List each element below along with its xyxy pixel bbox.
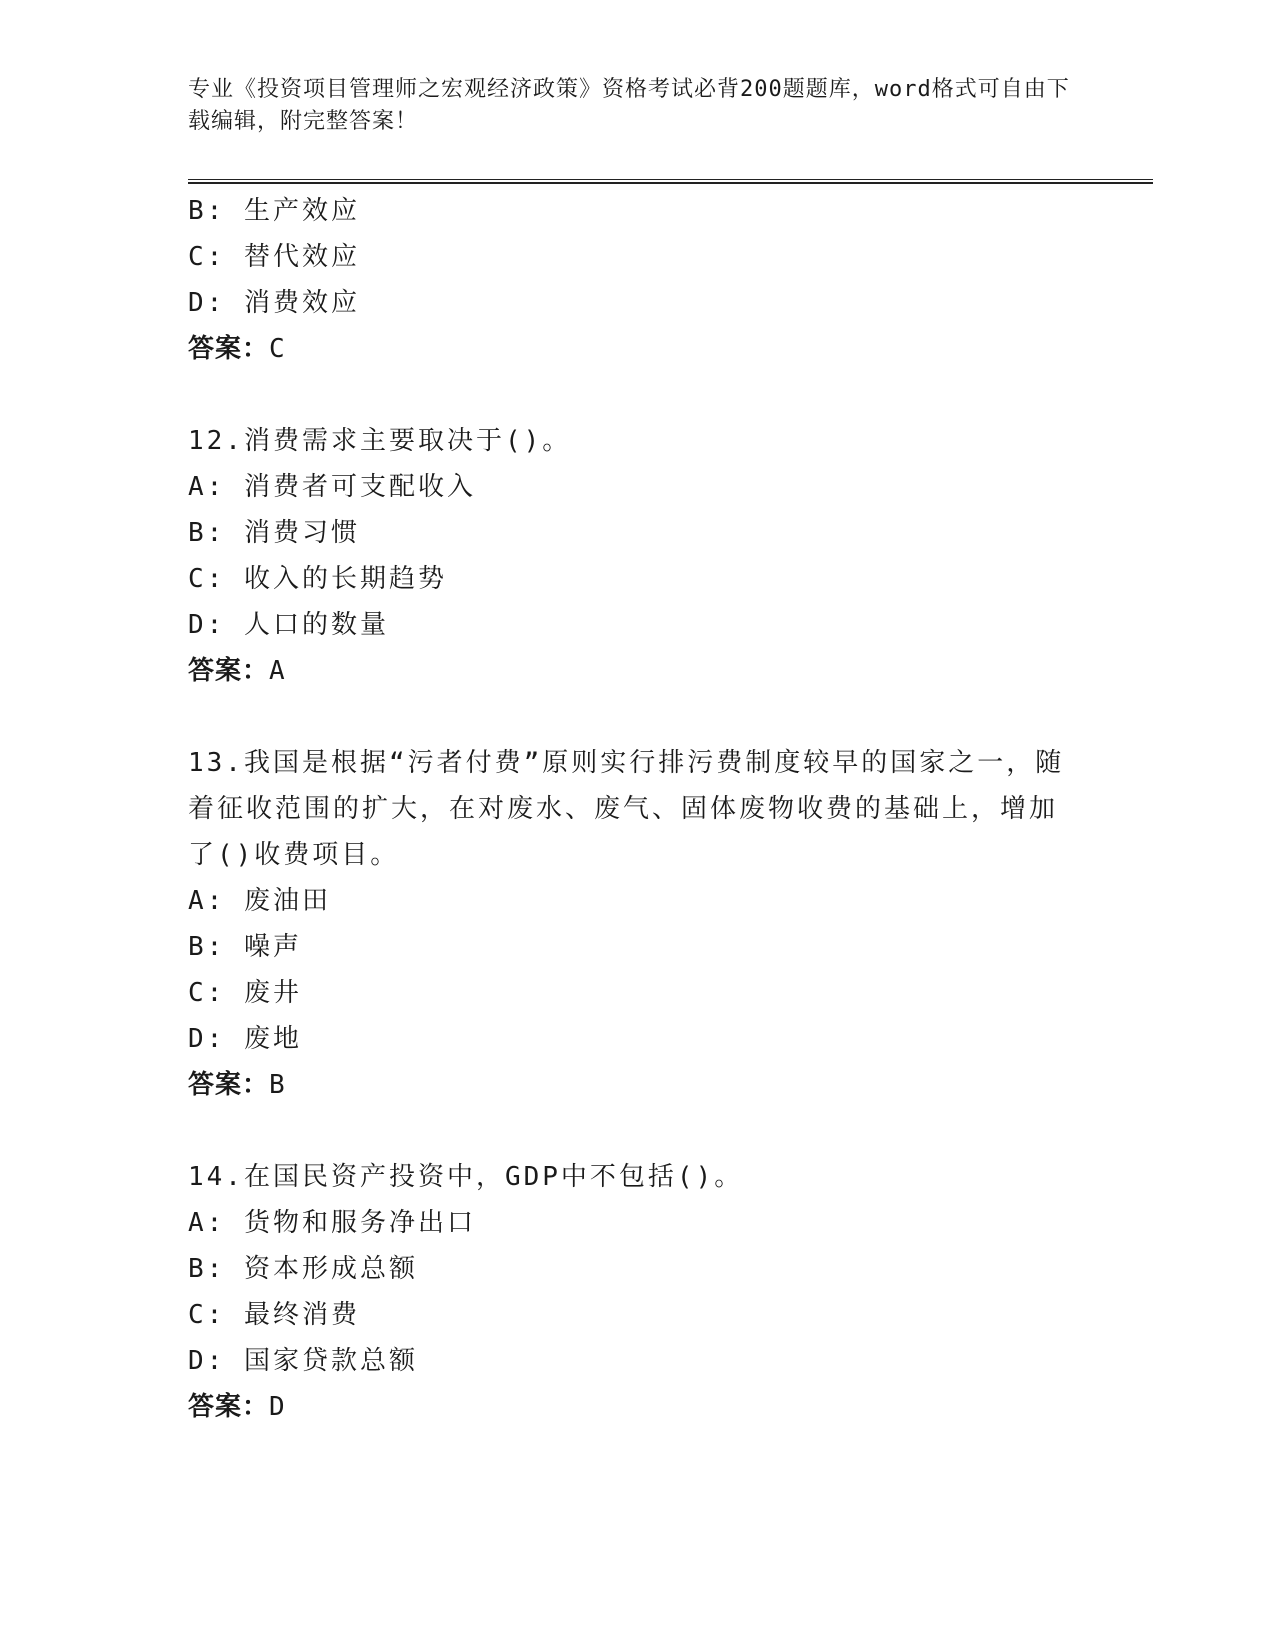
option: B: 噪声 <box>188 932 302 962</box>
answer-label: 答案： <box>188 1070 270 1100</box>
question-13 <box>188 740 1088 1108</box>
header-divider-thin <box>188 179 1153 180</box>
question-text: 14.在国民资产投资中，GDP中不包括()。 <box>188 1162 744 1192</box>
option: A: 消费者可支配收入 <box>188 472 476 502</box>
option: B: 生产效应 <box>188 196 360 226</box>
answer-label: 答案： <box>188 656 270 686</box>
option: C: 最终消费 <box>188 1300 360 1330</box>
option: C: 废井 <box>188 978 302 1008</box>
answer-label: 答案： <box>188 1392 270 1422</box>
option: D: 人口的数量 <box>188 610 389 640</box>
answer-line <box>188 326 1088 372</box>
option: C: 替代效应 <box>188 242 360 272</box>
document-header: 专业《投资项目管理师之宏观经济政策》资格考试必背200题题库，word格式可自由下载编辑，附完整答案！ <box>188 77 1070 134</box>
option: A: 废油田 <box>188 886 331 916</box>
question-14 <box>188 1154 1088 1430</box>
option: D: 废地 <box>188 1024 302 1054</box>
option: B: 资本形成总额 <box>188 1254 418 1284</box>
answer-value: A <box>269 656 286 686</box>
answer-line <box>188 648 1088 694</box>
header-divider-thick <box>188 182 1153 184</box>
option: C: 收入的长期趋势 <box>188 564 447 594</box>
answer-line <box>188 1062 1088 1108</box>
question-11-continuation <box>188 188 1088 372</box>
option: B: 消费习惯 <box>188 518 360 548</box>
question-list <box>188 188 1088 1430</box>
answer-value: C <box>269 334 286 364</box>
question-text: 13.我国是根据“污者付费”原则实行排污费制度较早的国家之一，随着征收范围的扩大，在对废水、废气、固体废物收费的基础上，增加了()收费项目。 <box>188 748 1065 870</box>
question-text: 12.消费需求主要取决于()。 <box>188 426 572 456</box>
answer-line <box>188 1384 1088 1430</box>
answer-value: D <box>269 1392 286 1422</box>
answer-value: B <box>269 1070 286 1100</box>
answer-label: 答案： <box>188 334 270 364</box>
question-12 <box>188 418 1088 694</box>
option: D: 消费效应 <box>188 288 360 318</box>
option: D: 国家贷款总额 <box>188 1346 418 1376</box>
option: A: 货物和服务净出口 <box>188 1208 476 1238</box>
